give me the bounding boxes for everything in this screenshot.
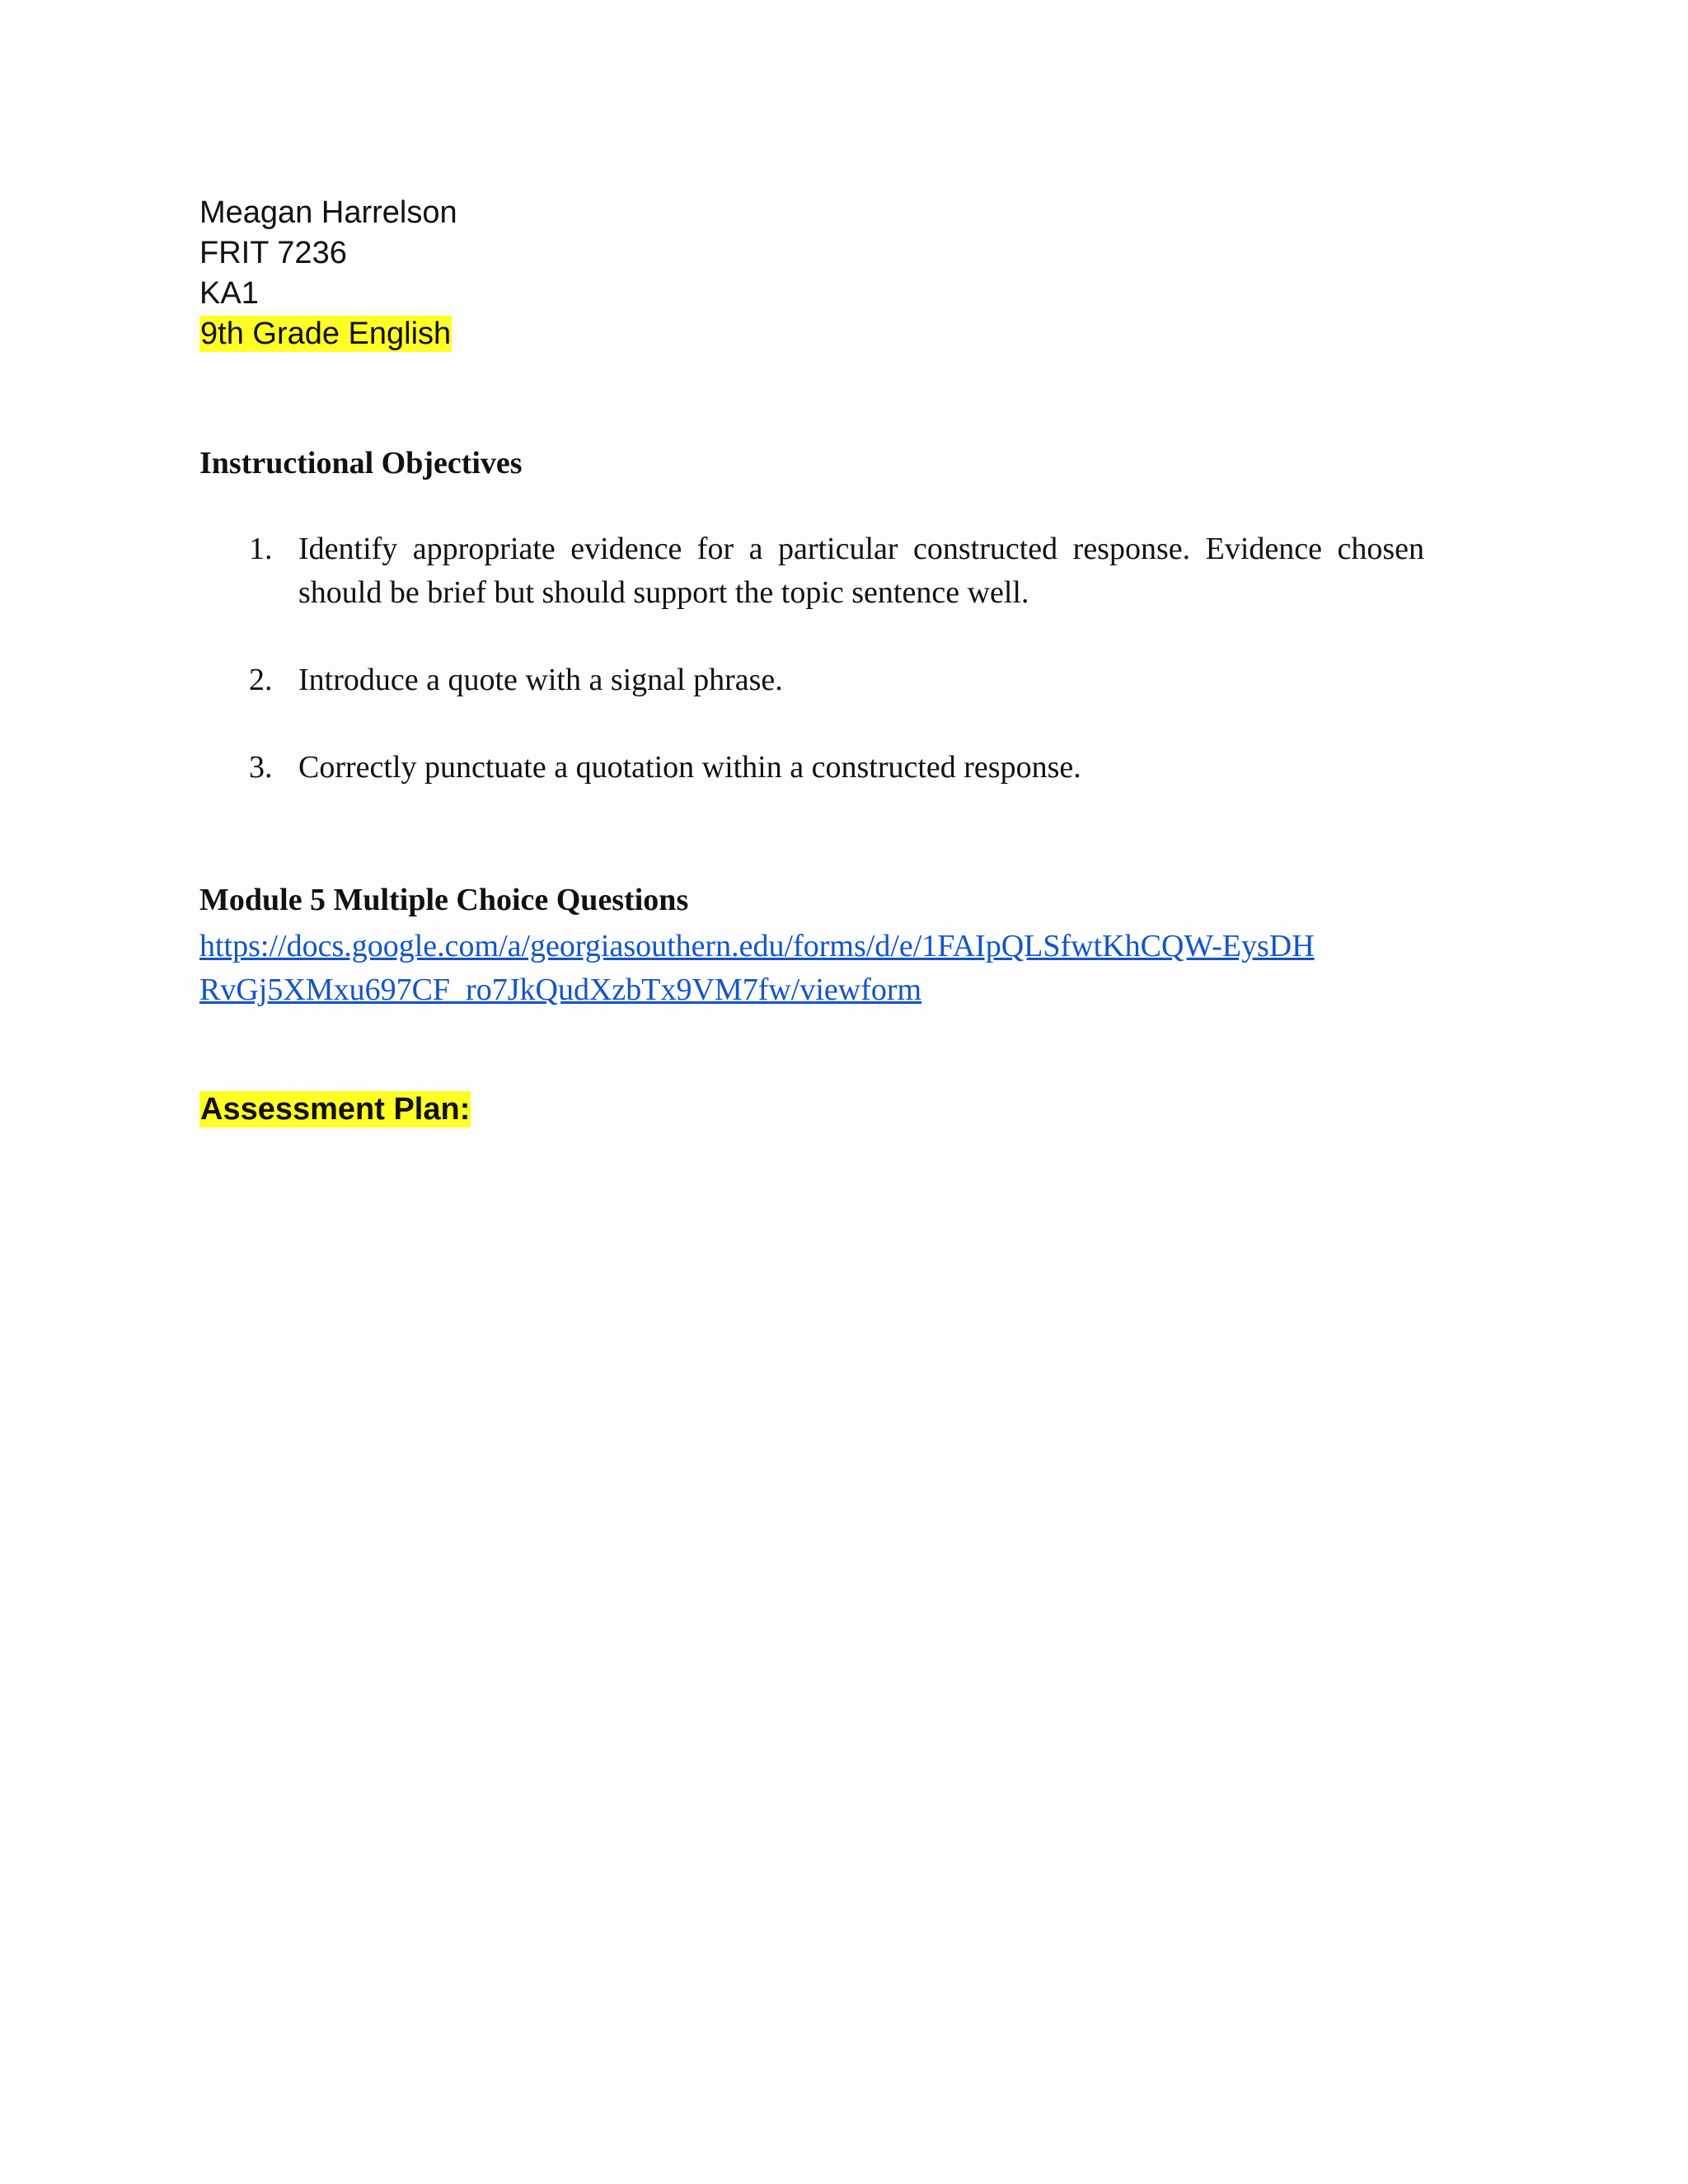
objective-item (199, 527, 1424, 615)
grade-subject-highlight: 9th Grade English (200, 316, 452, 351)
course-code: FRIT 7236 (199, 236, 347, 270)
assessment-plan-heading (199, 1091, 471, 1127)
objective-item (199, 658, 1424, 702)
grade-subject-line (199, 314, 457, 354)
objective-number: 2. (249, 663, 273, 697)
author-name: Meagan Harrelson (199, 195, 457, 230)
objective-number: 3. (249, 750, 273, 785)
objective-text: Identify appropriate evidence for a particular constructed response. Evidence chosen should be brief but should support the topic sentence well. (298, 532, 1424, 610)
objective-number: 1. (249, 532, 273, 566)
objectives-list (199, 527, 1424, 790)
objective-text: Introduce a quote with a signal phrase. (298, 663, 783, 697)
document-header (199, 193, 457, 354)
google-form-link[interactable]: https://docs.google.com/a/georgiasouthern.edu/forms/d/e/1FAIpQLSfwtKhCQW-EysDHRvGj5XMxu697CF_ro7JkQudXzbTx9VM7fw/viewform (199, 929, 1315, 1007)
objective-text: Correctly punctuate a quotation within a constructed response. (298, 750, 1081, 785)
objective-item (199, 746, 1424, 790)
mc-link-block (199, 925, 1320, 1012)
assignment-code: KA1 (199, 276, 259, 311)
mc-questions-heading: Module 5 Multiple Choice Questions (199, 883, 689, 917)
objectives-heading: Instructional Objectives (199, 446, 523, 480)
assessment-plan-highlight: Assessment Plan: (200, 1092, 471, 1127)
